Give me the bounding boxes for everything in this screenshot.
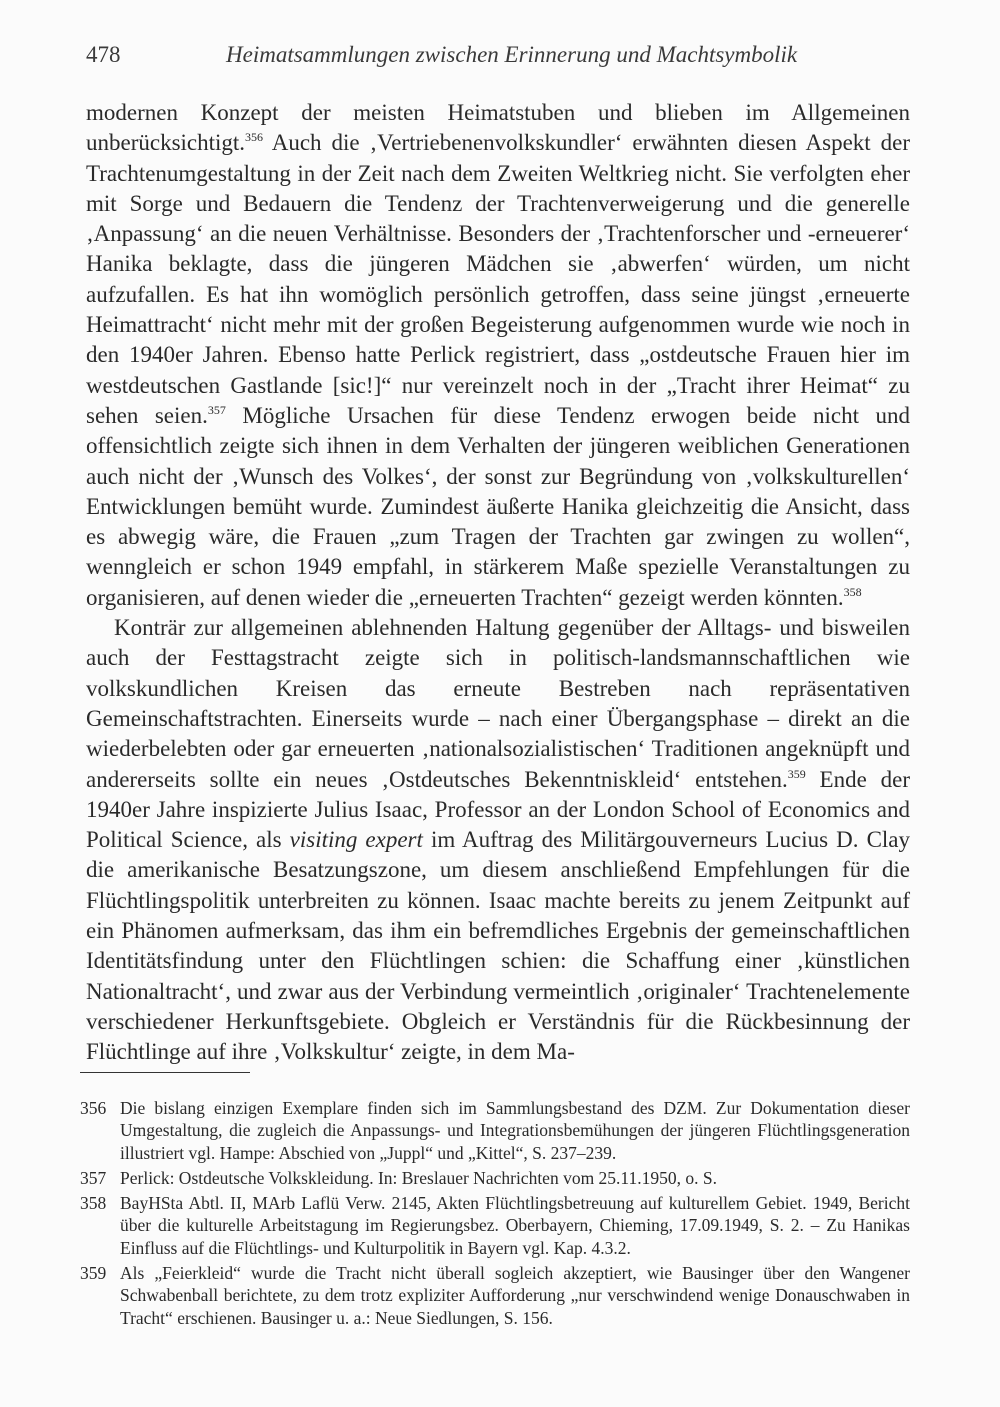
footnote-number: 358 xyxy=(80,1193,107,1214)
footnote-number: 356 xyxy=(80,1098,107,1118)
footnote-text: Perlick: Ostdeutsche Volkskleidung. In: Breslauer Nachrichten vom 25.11.1950, o. S. xyxy=(120,1167,718,1188)
text-run: Konträr zur allgemeinen ablehnenden Haltung gegenüber der Alltags- und bisweilen auch der Festtagstracht zeigte sich in politisch-landsmannschaftlichen wie volkskundlichen Kreisen das erneute Bestreben nach repräsentativen Gemeinschaftstrachten. Einerseits wurde – nach einer Übergangsphase – direkt an die wiederbelebten oder gar erneuerten ‚nationalsozialistischen‘ Traditionen angeknüpft und andererseits sollte ein neues ‚Ostdeutsches Bekenntniskleid‘ entstehen. xyxy=(86,615,910,792)
text-run: Auch die ‚Vertriebenenvolkskundler‘ erwähnten diesen Aspekt der Trachtenumgestaltung in der Zeit nach dem Zweiten Weltkrieg nicht. Sie verfolgten eher mit Sorge und Bedauern die Tendenz der Trachtenverweigerung und die generelle ‚Anpassung‘ an die neuen Verhältnisse. Besonders der ‚Trachtenforscher und -erneuerer‘ Hanika beklagte, dass die jüngeren Mädchen sie ‚abwerfen‘ würden, um nicht aufzufallen. Es hat ihn womöglich persönlich getroffen, dass seine jüngst ‚erneuerte Heimattracht‘ nicht mehr mit der großen Begeisterung aufgenommen wurde wie noch in den 1940er Jahren. Ebenso hatte Perlick registriert, dass „ostdeutsche Frauen hier im westdeutschen Gastlande [sic!]“ nur vereinzelt noch in der „Tracht ihrer Heimat“ zu sehen seien. xyxy=(86,130,910,428)
footnote xyxy=(80,1097,910,1164)
footnotes xyxy=(80,1097,910,1332)
footnote-ref[interactable]: 357 xyxy=(207,402,226,417)
text-run: Mögliche Ursachen für diese Tendenz erwogen beide nicht und offensichtlich zeigte sich ihnen in dem Verhalten der jüngeren weiblichen Generationen auch nicht der ‚Wunsch des Volkes‘, der sonst zur Begründung von ‚volkskulturellen‘ Entwicklungen bemüht wurde. Zumindest äußerte Hanika gleichzeitig die Ansicht, dass es abwegig wäre, die Frauen „zum Tragen der Trachten gar zwingen zu wollen“, wenngleich er schon 1949 empfahl, in stärkerem Maße spezielle Veranstaltungen zu organisieren, auf denen wieder die „erneuerten Trachten“ gezeigt werden könnten. xyxy=(86,402,910,610)
paragraph-1 xyxy=(86,98,910,613)
text-run: modernen Konzept der meisten Heimatstuben und blieben im Allgemeinen unberücksichtigt. xyxy=(86,100,910,156)
footnote xyxy=(80,1192,910,1259)
main-text xyxy=(86,98,910,1068)
footnote-text: BayHSta Abtl. II, MArb Laflü Verw. 2145, Akten Flüchtlingsbetreuung auf kulturellem Gebiet. 1949, Bericht über die kulturelle Arbeitstagung im Regierungsbez. Oberbayern, Chieming, 17.09.1949, S. 2. – Zu Hanikas Einfluss auf die Flüchtlings- und Kulturpolitik in Bayern vgl. Kap. 4.3.2. xyxy=(120,1193,910,1258)
footnote xyxy=(80,1262,910,1329)
running-header xyxy=(86,40,920,70)
footnote-text: Als „Feierkleid“ wurde die Tracht nicht überall sogleich akzeptiert, wie Bausinger über den Wangener Schwabenball berichtete, zu dem trotz expliziter Aufforderung „nur verschwindend wenige Donauschwaben in Tracht“ erschienen. Bausinger u. a.: Neue Siedlungen, S. 156. xyxy=(120,1263,910,1328)
footnote-ref[interactable]: 356 xyxy=(245,130,264,145)
text-run: im Auftrag des Militärgouverneurs Lucius D. Clay die amerikanische Besatzungszone, um diesem anschließend Empfehlungen für die Flüchtlingspolitik unterbreiten zu können. Isaac machte bereits zu jenem Zeitpunkt auf ein Phänomen aufmerksam, das ihm ein befremdliches Ergebnis der gemeinschaftlichen Identitätsfindung unter den Flüchtlingen schien: die Schaffung einer ‚künstlichen Nationaltracht‘, und zwar aus der Verbindung vermeintlich ‚originaler‘ Trachtenelemente verschiedener Herkunftsgebiete. Obgleich er Verständnis für die Rückbesinnung der Flüchtlinge auf ihre ‚Volkskultur‘ zeigte, in dem Ma- xyxy=(86,827,911,1065)
footnote xyxy=(80,1167,910,1189)
footnote-ref[interactable]: 359 xyxy=(787,766,806,781)
footnote-number: 357 xyxy=(80,1167,107,1188)
footnote-number: 359 xyxy=(80,1263,107,1284)
footnote-divider xyxy=(80,1072,250,1073)
footnote-text: Die bislang einzigen Exemplare finden sich im Sammlungsbestand des DZM. Zur Dokumentation dieser Umgestaltung, die zugleich die Anpassungs- und Integrationsbemühungen der jüngeren Flüchtlingsgeneration illustriert vgl. Hampe: Abschied von „Juppl“ und „Kittel“, S. 237–239. xyxy=(120,1098,910,1163)
text-run: Ende der 1940er Jahre inspizierte Julius Isaac, Professor an der London School of Economics and Political Science, als xyxy=(86,766,910,853)
running-title: Heimatsammlungen zwischen Erinnerung und Machtsymbolik xyxy=(226,42,798,67)
paragraph-2 xyxy=(86,613,910,1067)
footnote-ref[interactable]: 358 xyxy=(843,584,862,599)
italic-term: visiting expert xyxy=(289,827,423,853)
page-number: 478 xyxy=(86,42,121,67)
